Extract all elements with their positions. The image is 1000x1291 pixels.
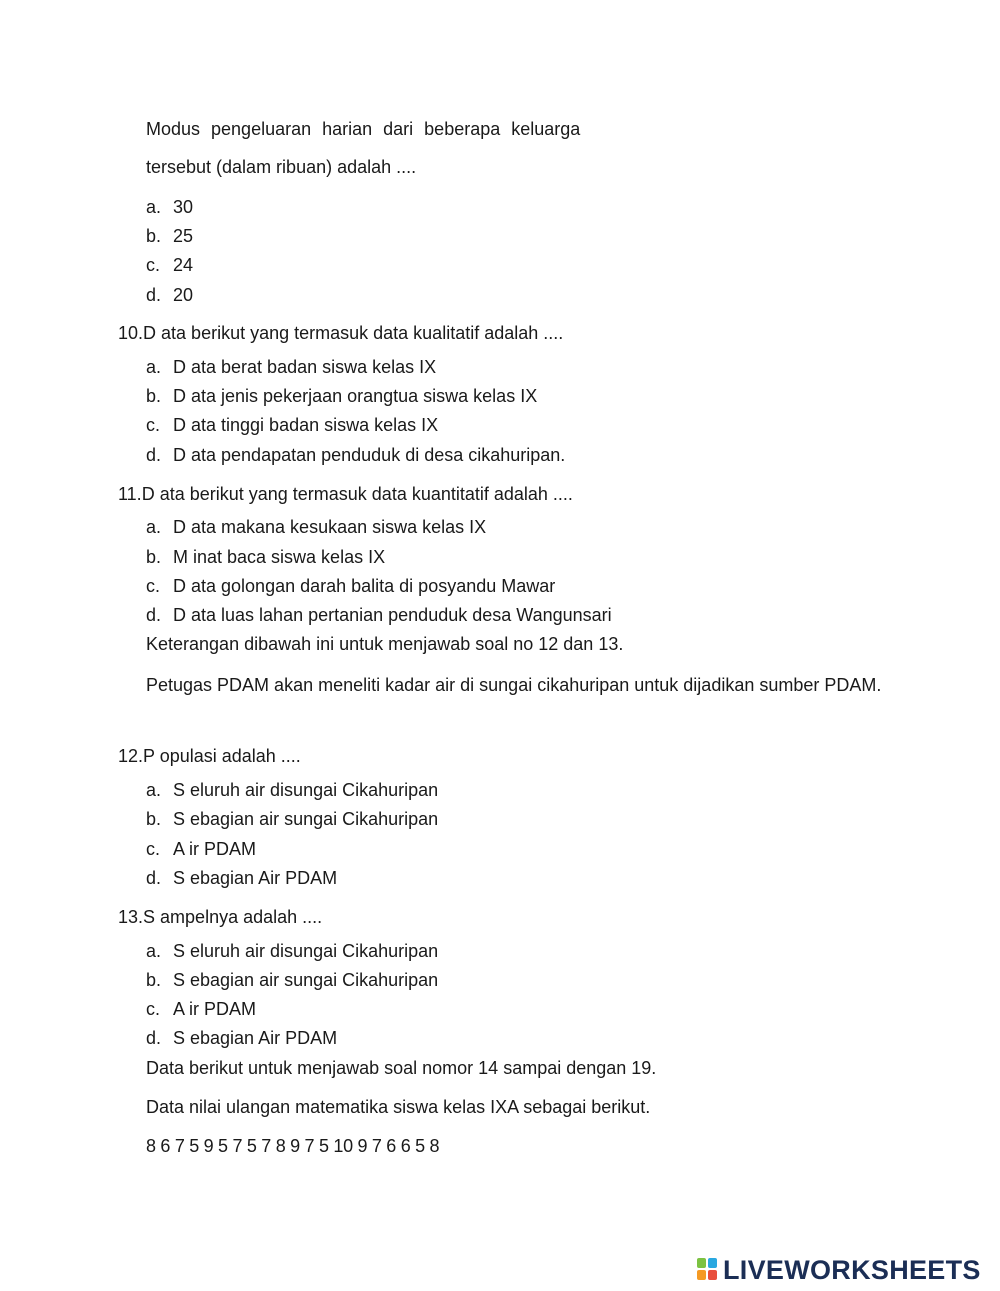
- logo-block: [708, 1270, 717, 1280]
- option-text: 24: [173, 255, 194, 275]
- q12-question: [118, 745, 301, 767]
- option-letter: b.: [146, 386, 162, 406]
- q13-option-a[interactable]: [146, 940, 438, 962]
- option-letter: c.: [146, 415, 161, 435]
- logo-block: [697, 1270, 706, 1280]
- option-text: D ata berat badan siswa kelas IX: [173, 357, 437, 377]
- q12-option-c[interactable]: [146, 838, 256, 860]
- option-text: D ata pendapatan penduduk di desa cikahuripan.: [173, 445, 566, 465]
- q11-option-d[interactable]: [146, 604, 612, 626]
- q13-question: [118, 906, 322, 928]
- data-intro: Data nilai ulangan matematika siswa kelas IXA sebagai berikut.: [146, 1097, 651, 1117]
- q9-option-c[interactable]: [146, 254, 193, 276]
- q11-option-c[interactable]: [146, 575, 555, 597]
- option-text: S ebagian Air PDAM: [173, 868, 338, 888]
- option-text: M inat baca siswa kelas IX: [173, 547, 386, 567]
- q10-option-a[interactable]: [146, 356, 436, 378]
- option-letter: c.: [146, 839, 161, 859]
- logo-block: [708, 1258, 717, 1268]
- question-number: 11.: [118, 484, 142, 504]
- question-number: 12.: [118, 746, 144, 766]
- option-letter: a.: [146, 517, 162, 537]
- q12-option-b[interactable]: [146, 808, 438, 830]
- option-text: S ebagian air sungai Cikahuripan: [173, 970, 439, 990]
- question-number: 10.: [118, 323, 144, 343]
- option-letter: b.: [146, 226, 162, 246]
- option-letter: d.: [146, 868, 162, 888]
- data-values: 8 6 7 5 9 5 7 5 7 8 9 7 5 10 9 7 6 6 5 8: [146, 1136, 440, 1156]
- option-text: D ata jenis pekerjaan orangtua siswa kelas IX: [173, 386, 538, 406]
- q9-stem-line-1: Modus pengeluaran harian dari beberapa keluarga: [146, 119, 581, 139]
- q10-option-d[interactable]: [146, 444, 565, 466]
- question-text: P opulasi adalah ....: [143, 746, 301, 766]
- option-text: A ir PDAM: [173, 999, 257, 1019]
- q11-question: [118, 483, 573, 505]
- option-letter: d.: [146, 285, 162, 305]
- option-letter: b.: [146, 970, 162, 990]
- option-text: D ata tinggi badan siswa kelas IX: [173, 415, 439, 435]
- q12-option-a[interactable]: [146, 779, 438, 801]
- q13-option-c[interactable]: [146, 998, 256, 1020]
- q13-option-d[interactable]: [146, 1027, 337, 1049]
- q9-option-b[interactable]: [146, 225, 193, 247]
- logo-block: [697, 1258, 706, 1268]
- option-text: A ir PDAM: [173, 839, 257, 859]
- option-text: 25: [173, 226, 194, 246]
- option-letter: d.: [146, 1028, 162, 1048]
- option-letter: c.: [146, 255, 161, 275]
- option-text: D ata golongan darah balita di posyandu Mawar: [173, 576, 556, 596]
- q10-option-b[interactable]: [146, 385, 537, 407]
- q11-option-a[interactable]: [146, 516, 486, 538]
- question-text: S ampelnya adalah ....: [143, 907, 323, 927]
- option-text: D ata luas lahan pertanian penduduk desa Wangunsari: [173, 605, 612, 625]
- logo-blocks-icon: [697, 1258, 719, 1282]
- question-text: D ata berikut yang termasuk data kualitatif adalah ....: [143, 323, 564, 343]
- q12-option-d[interactable]: [146, 867, 337, 889]
- option-letter: a.: [146, 357, 162, 377]
- q9-stem-line-2: tersebut (dalam ribuan) adalah ....: [146, 157, 417, 177]
- q13-option-b[interactable]: [146, 969, 438, 991]
- option-letter: a.: [146, 197, 162, 217]
- option-text: D ata makana kesukaan siswa kelas IX: [173, 517, 487, 537]
- option-text: S ebagian air sungai Cikahuripan: [173, 809, 439, 829]
- option-letter: d.: [146, 445, 162, 465]
- question-text: D ata berikut yang termasuk data kuantitatif adalah ....: [141, 484, 573, 504]
- option-letter: d.: [146, 605, 162, 625]
- liveworksheets-logo: [697, 1256, 981, 1284]
- option-text: S eluruh air disungai Cikahuripan: [173, 941, 439, 961]
- option-letter: a.: [146, 780, 162, 800]
- q10-question: [118, 322, 563, 344]
- option-text: S eluruh air disungai Cikahuripan: [173, 780, 439, 800]
- option-text: 30: [173, 197, 194, 217]
- option-letter: a.: [146, 941, 162, 961]
- option-letter: b.: [146, 547, 162, 567]
- info-14-19: Data berikut untuk menjawab soal nomor 14 sampai dengan 19.: [146, 1058, 657, 1078]
- q9-option-d[interactable]: [146, 284, 193, 306]
- info-12-13: Keterangan dibawah ini untuk menjawab soal no 12 dan 13.: [146, 634, 624, 654]
- q11-option-b[interactable]: [146, 546, 385, 568]
- option-letter: c.: [146, 999, 161, 1019]
- option-text: 20: [173, 285, 194, 305]
- logo-text: LIVEWORKSHEETS: [723, 1254, 981, 1285]
- context-pdam: Petugas PDAM akan meneliti kadar air di sungai cikahuripan untuk dijadikan sumber PDAM.: [146, 675, 882, 695]
- question-number: 13.: [118, 907, 144, 927]
- option-letter: b.: [146, 809, 162, 829]
- option-letter: c.: [146, 576, 161, 596]
- q10-option-c[interactable]: [146, 414, 438, 436]
- option-text: S ebagian Air PDAM: [173, 1028, 338, 1048]
- q9-option-a[interactable]: [146, 196, 193, 218]
